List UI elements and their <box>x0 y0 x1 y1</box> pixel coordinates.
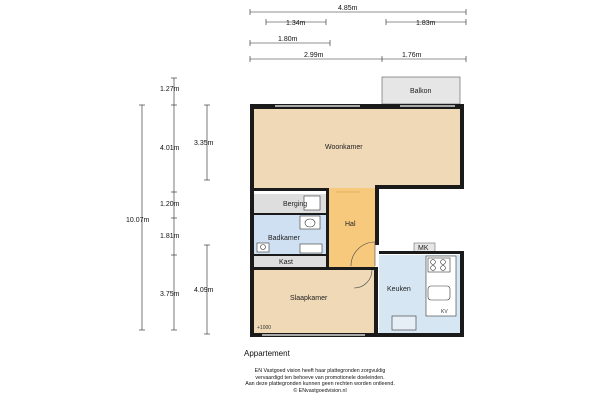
room-label-mk: MK <box>418 245 429 252</box>
dim-balkon-depth: 1.27m <box>160 86 180 93</box>
dim-keuken-width: 1.83m <box>416 20 436 27</box>
dim-berging-depth: 1.20m <box>160 201 180 208</box>
dim-woon-inner: 3.35m <box>194 140 214 147</box>
room-label-woonkamer: Woonkamer <box>325 144 363 151</box>
room-label-hal: Hal <box>345 221 356 228</box>
floor-rug <box>392 316 416 330</box>
disclaimer-line: © ENvastgoedvision.nl <box>293 387 347 394</box>
left-dimension-labels <box>126 86 214 298</box>
dim-slaap-inner: 4.09m <box>194 287 214 294</box>
dim-overall-depth: 10.07m <box>126 217 150 224</box>
disclaimer-line: vervaardigd ten behoeve van promotionele doeleinden. <box>255 374 385 381</box>
disclaimer <box>230 368 410 394</box>
shower-icon <box>300 244 322 253</box>
disclaimer-line: Aan deze plattegronden kunnen geen rechten worden ontleend. <box>245 381 395 388</box>
dim-berging-width: 1.80m <box>278 36 298 43</box>
dim-hal-width: 1.34m <box>286 20 306 27</box>
floor-plan-caption: Appartement <box>244 349 290 358</box>
room-label-kast: Kast <box>279 259 294 266</box>
room-label-balkon: Balkon <box>410 88 432 95</box>
dim-overall-width: 4.85m <box>338 5 358 12</box>
room-label-slaapkamer: Slaapkamer <box>290 295 328 302</box>
dim-badkamer-depth: 1.81m <box>160 233 180 240</box>
room-label-badkamer: Badkamer <box>268 235 300 242</box>
dim-woon-outer: 4.01m <box>160 145 180 152</box>
kitchen-sink-icon <box>428 286 450 300</box>
dim-slaap-outer: 3.75m <box>160 291 180 298</box>
disclaimer-line: EN Vastgoed vision heeft haar plattegronden zorgvuldig <box>254 368 386 374</box>
height-tag: +1000 <box>257 325 272 331</box>
room-label-berging: Berging <box>283 201 308 208</box>
dim-woon-left-width: 2.99m <box>304 52 324 59</box>
top-dimension-labels <box>278 5 436 59</box>
kv-label: KV <box>441 309 448 315</box>
room-label-keuken: Keuken <box>387 286 411 293</box>
dim-woon-right-width: 1.76m <box>402 52 422 59</box>
